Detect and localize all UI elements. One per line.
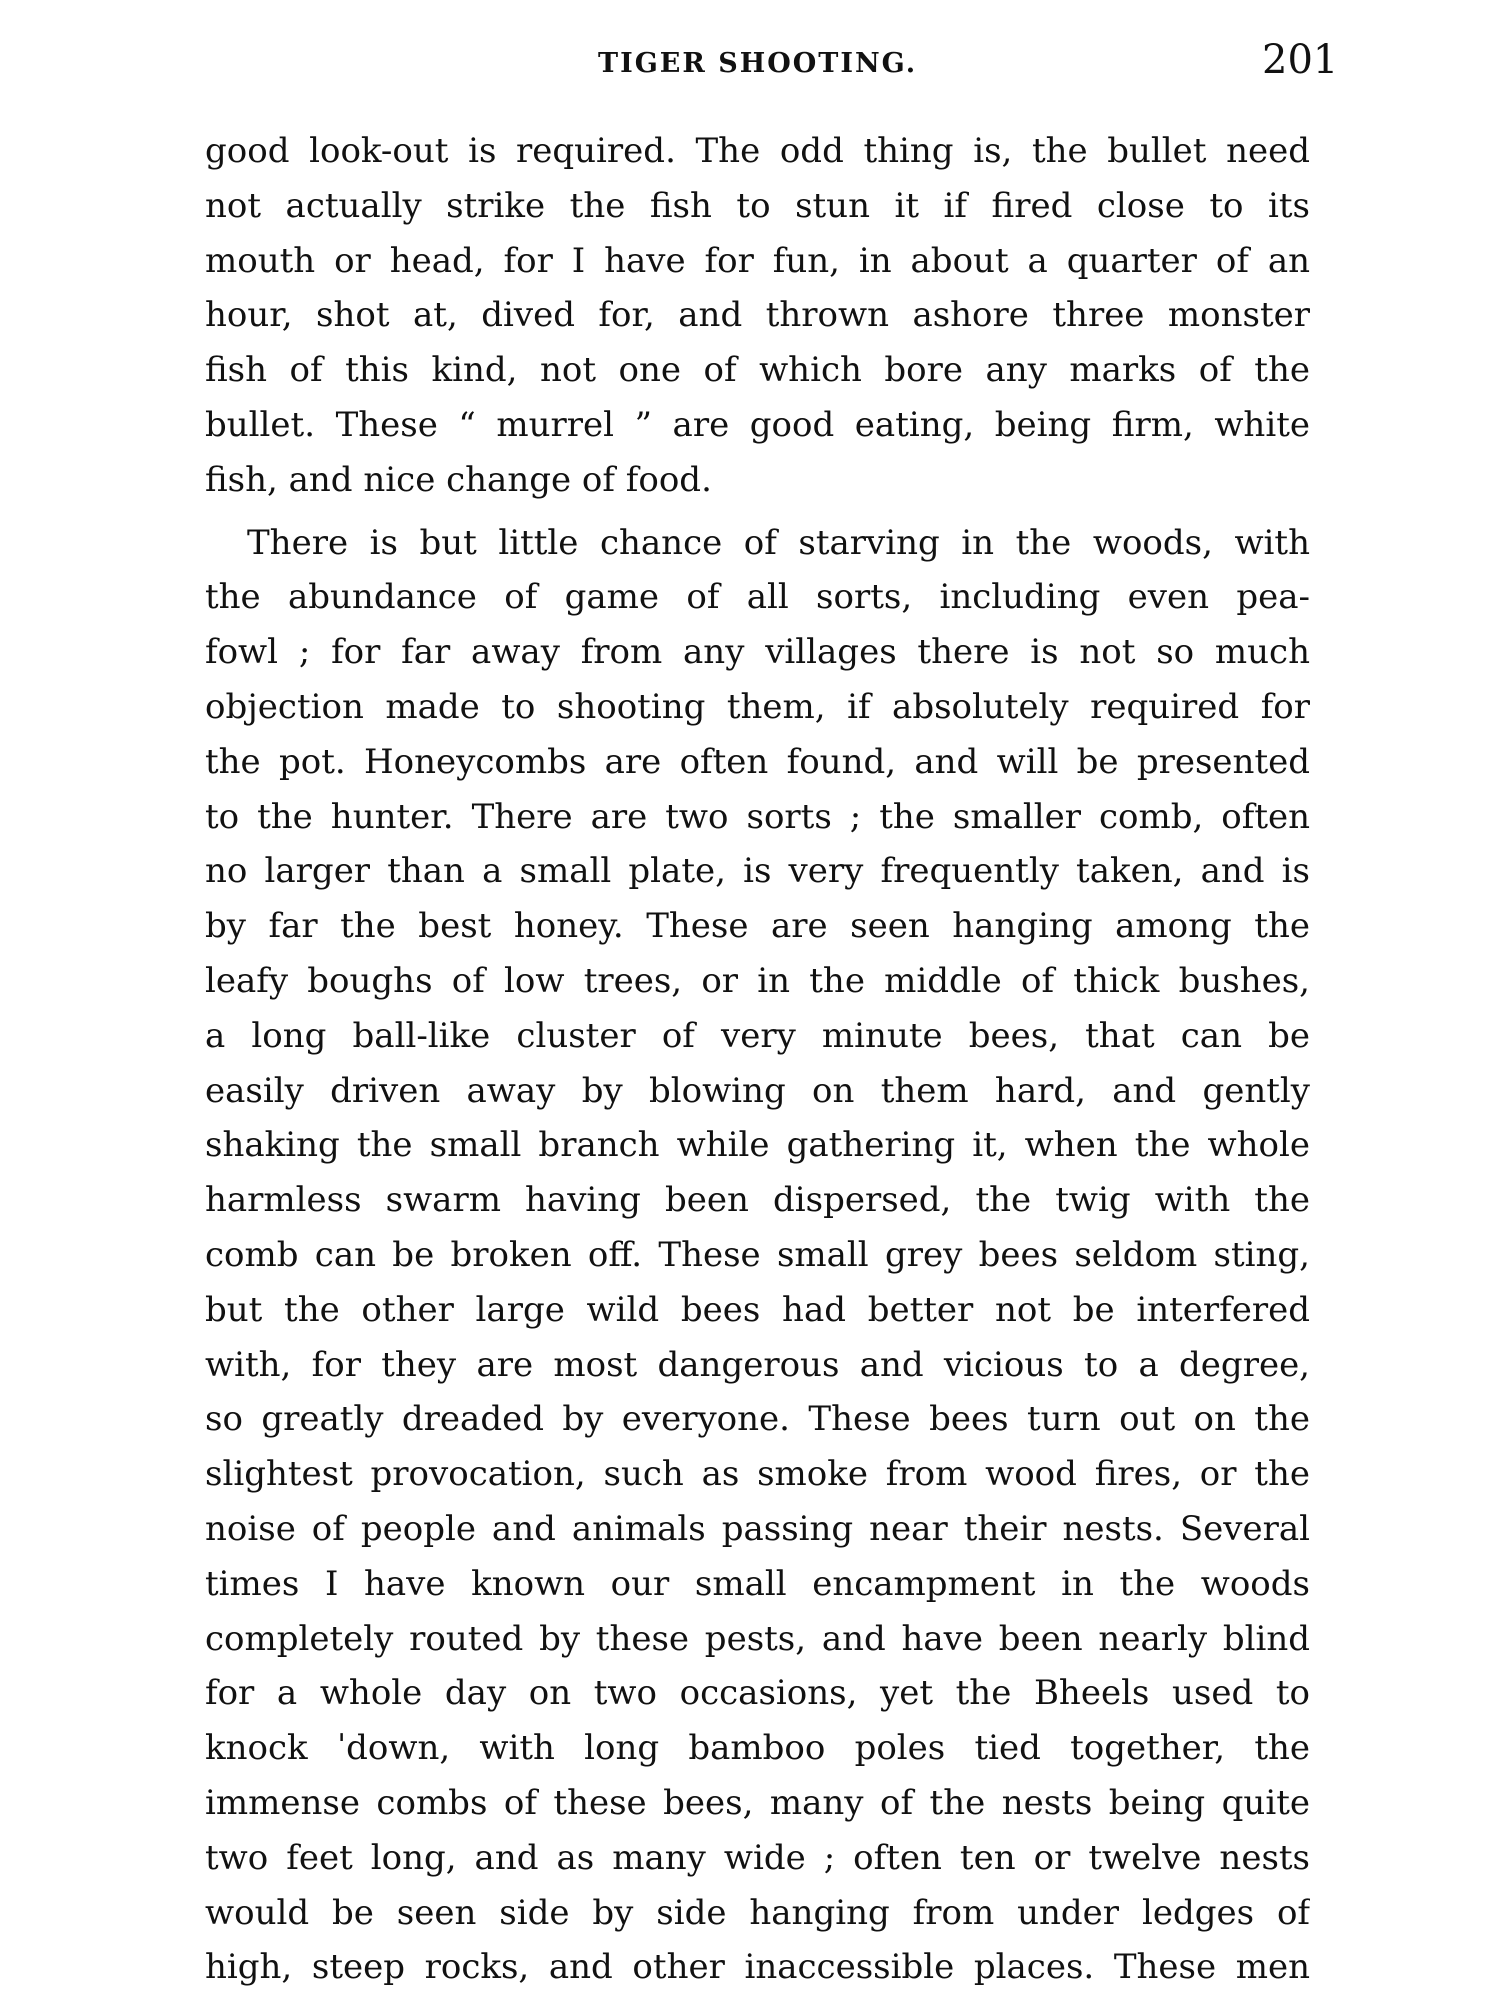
- paragraph-spacer: [205, 508, 1310, 516]
- running-title: TIGER SHOOTING.: [598, 48, 918, 79]
- paragraph-1: [205, 124, 1310, 508]
- text-line: noise of people and animals passing near their nests. Several: [205, 1508, 1310, 1549]
- text-line: knock ˈdown, with long bamboo poles tied together, the: [205, 1728, 1310, 1769]
- text-line: a long ball-like cluster of very minute bees, that can be: [205, 1015, 1310, 1056]
- text-line: slightest provocation, such as smoke from wood fires, or the: [205, 1454, 1310, 1495]
- text-line: but the other large wild bees had better not be interfered: [205, 1289, 1310, 1330]
- text-line: to the hunter. There are two sorts ; the smaller comb, often: [205, 796, 1310, 837]
- body-text: [205, 124, 1310, 1995]
- text-line: would be seen side by side hanging from under ledges of: [205, 1892, 1310, 1933]
- paragraph-2: [205, 516, 1310, 1996]
- text-line: not actually strike the fish to stun it if fired close to its: [205, 185, 1310, 226]
- text-line: harmless swarm having been dispersed, the twig with the: [205, 1180, 1310, 1221]
- text-line: so greatly dreaded by everyone. These bees turn out on the: [205, 1399, 1310, 1440]
- text-line: easily driven away by blowing on them hard, and gently: [205, 1070, 1310, 1111]
- text-line: bullet. These “ murrel ” are good eating, being firm, white: [205, 404, 1310, 445]
- text-line: high, steep rocks, and other inaccessible places. These men: [205, 1947, 1310, 1988]
- text-line: shaking the small branch while gathering it, when the whole: [205, 1125, 1310, 1166]
- text-line: fish, and nice change of food.: [205, 459, 712, 500]
- text-line: with, for they are most dangerous and vicious to a degree,: [205, 1344, 1310, 1385]
- text-line: the pot. Honeycombs are often found, and will be presented: [205, 741, 1310, 782]
- text-line: completely routed by these pests, and have been nearly blind: [205, 1618, 1310, 1659]
- text-line: There is but little chance of starving in the woods, with: [247, 522, 1310, 563]
- text-line: fish of this kind, not one of which bore any marks of the: [205, 350, 1310, 391]
- text-line: comb can be broken off. These small grey bees seldom sting,: [205, 1234, 1310, 1275]
- text-line: times I have known our small encampment in the woods: [205, 1563, 1310, 1604]
- text-line: by far the best honey. These are seen hanging among the: [205, 906, 1310, 947]
- page-number: 201: [1262, 37, 1339, 83]
- text-line: fowl ; for far away from any villages there is not so much: [205, 632, 1310, 673]
- text-line: immense combs of these bees, many of the nests being quite: [205, 1782, 1310, 1823]
- text-line: no larger than a small plate, is very frequently taken, and is: [205, 851, 1310, 892]
- text-line: good look-out is required. The odd thing is, the bullet need: [205, 131, 1310, 171]
- text-line: for a whole day on two occasions, yet the Bheels used to: [205, 1673, 1310, 1714]
- text-line: the abundance of game of all sorts, including even pea-: [205, 577, 1310, 618]
- text-line: hour, shot at, dived for, and thrown ashore three monster: [205, 295, 1310, 336]
- text-line: leafy boughs of low trees, or in the middle of thick bushes,: [205, 960, 1310, 1001]
- text-line: two feet long, and as many wide ; often ten or twelve nests: [205, 1837, 1310, 1878]
- text-line: mouth or head, for I have for fun, in about a quarter of an: [205, 240, 1310, 281]
- text-line: objection made to shooting them, if absolutely required for: [205, 686, 1310, 727]
